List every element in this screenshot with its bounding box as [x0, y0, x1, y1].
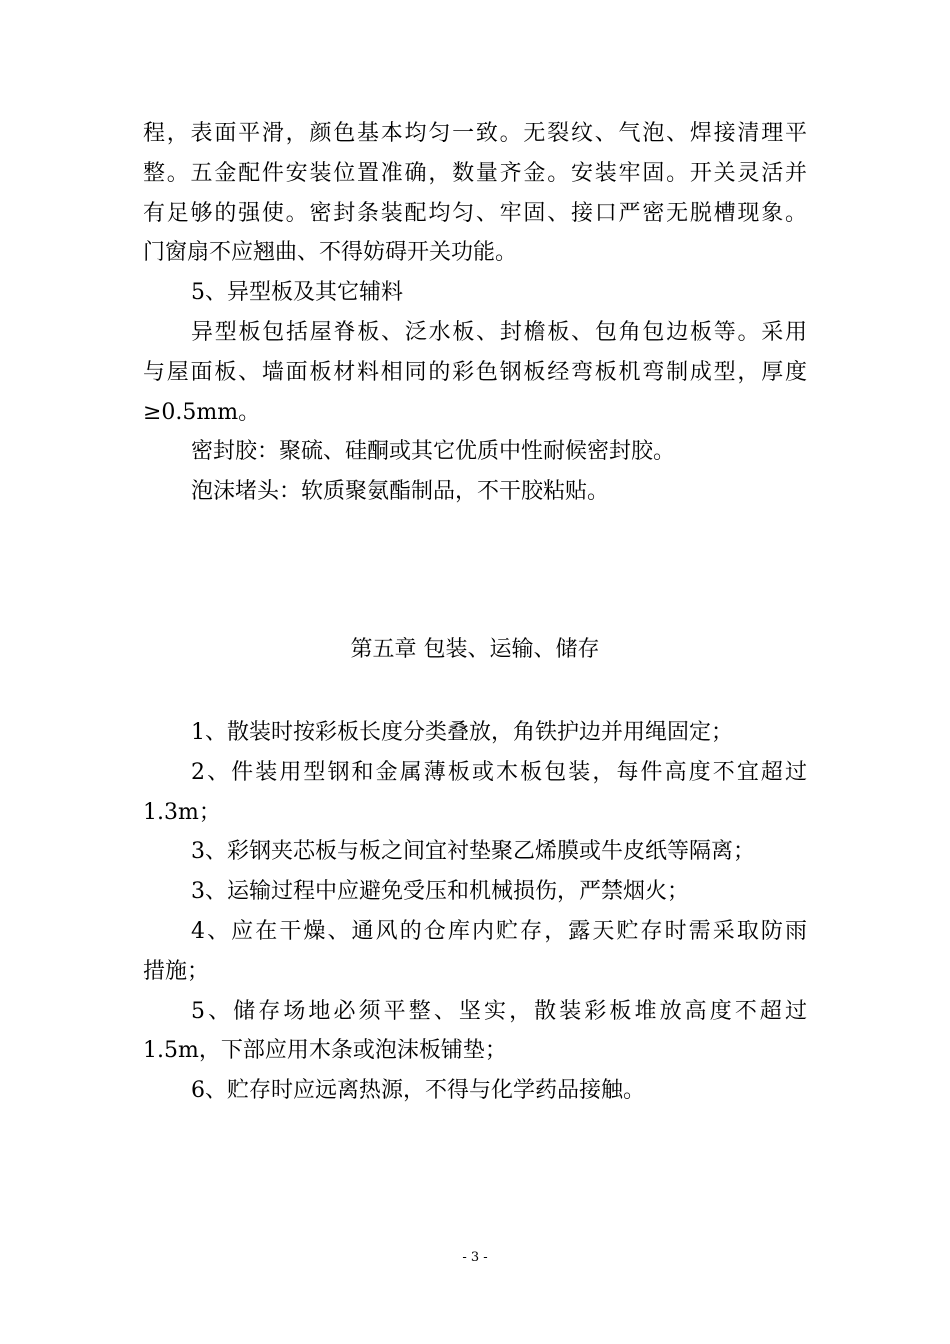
list-item: 3、彩钢夹芯板与板之间宜衬垫聚乙烯膜或牛皮纸等隔离； [191, 839, 755, 865]
paragraph-line: ≥0.5mm。 [143, 399, 261, 425]
paragraph-line: 与屋面板、墙面板材料相同的彩色钢板经弯板机弯制成型，厚度 [143, 359, 807, 385]
chapter-title: 第五章 包装、运输、储存 [350, 637, 600, 662]
list-item-continuation: 1.5m，下部应用木条或泡沫板铺垫； [143, 1038, 507, 1064]
paragraph-line: 密封胶：聚硫、硅酮或其它优质中性耐候密封胶。 [191, 439, 676, 465]
section-body-2 [143, 713, 807, 1111]
paragraph-line: 程，表面平滑，颜色基本均匀一致。无裂纹、气泡、焊接清理平 [143, 121, 807, 146]
list-item-continuation: 措施； [143, 958, 210, 984]
list-item: 6、贮存时应远离热源，不得与化学药品接触。 [191, 1078, 645, 1104]
list-item: 2、件装用型钢和金属薄板或木板包装，每件高度不宜超过 [191, 759, 807, 785]
subsection-heading: 5、异型板及其它辅料 [191, 280, 403, 306]
list-item: 3、运输过程中应避免受压和机械损伤，严禁烟火； [191, 879, 689, 905]
paragraph-line: 门窗扇不应翘曲、不得妨碍开关功能。 [143, 240, 518, 266]
paragraph-line: 整。五金配件安装位置准确，数量齐金。安装牢固。开关灵活并 [143, 160, 807, 186]
page-number: - 3 - [462, 1250, 488, 1265]
section-body-1 [143, 114, 807, 512]
list-item: 5、储存场地必须平整、坚实，散装彩板堆放高度不超过 [191, 998, 807, 1024]
paragraph-line: 泡沫堵头：软质聚氨酯制品，不干胶粘贴。 [191, 479, 610, 505]
list-item-continuation: 1.3m； [143, 799, 221, 825]
list-item: 1、散装时按彩板长度分类叠放，角铁护边并用绳固定； [191, 720, 733, 745]
paragraph-line: 异型板包括屋脊板、泛水板、封檐板、包角包边板等。采用 [191, 319, 807, 345]
list-item: 4、应在干燥、通风的仓库内贮存，露天贮存时需采取防雨 [191, 918, 807, 944]
paragraph-line: 有足够的强使。密封条装配均匀、牢固、接口严密无脱槽现象。 [143, 200, 807, 226]
